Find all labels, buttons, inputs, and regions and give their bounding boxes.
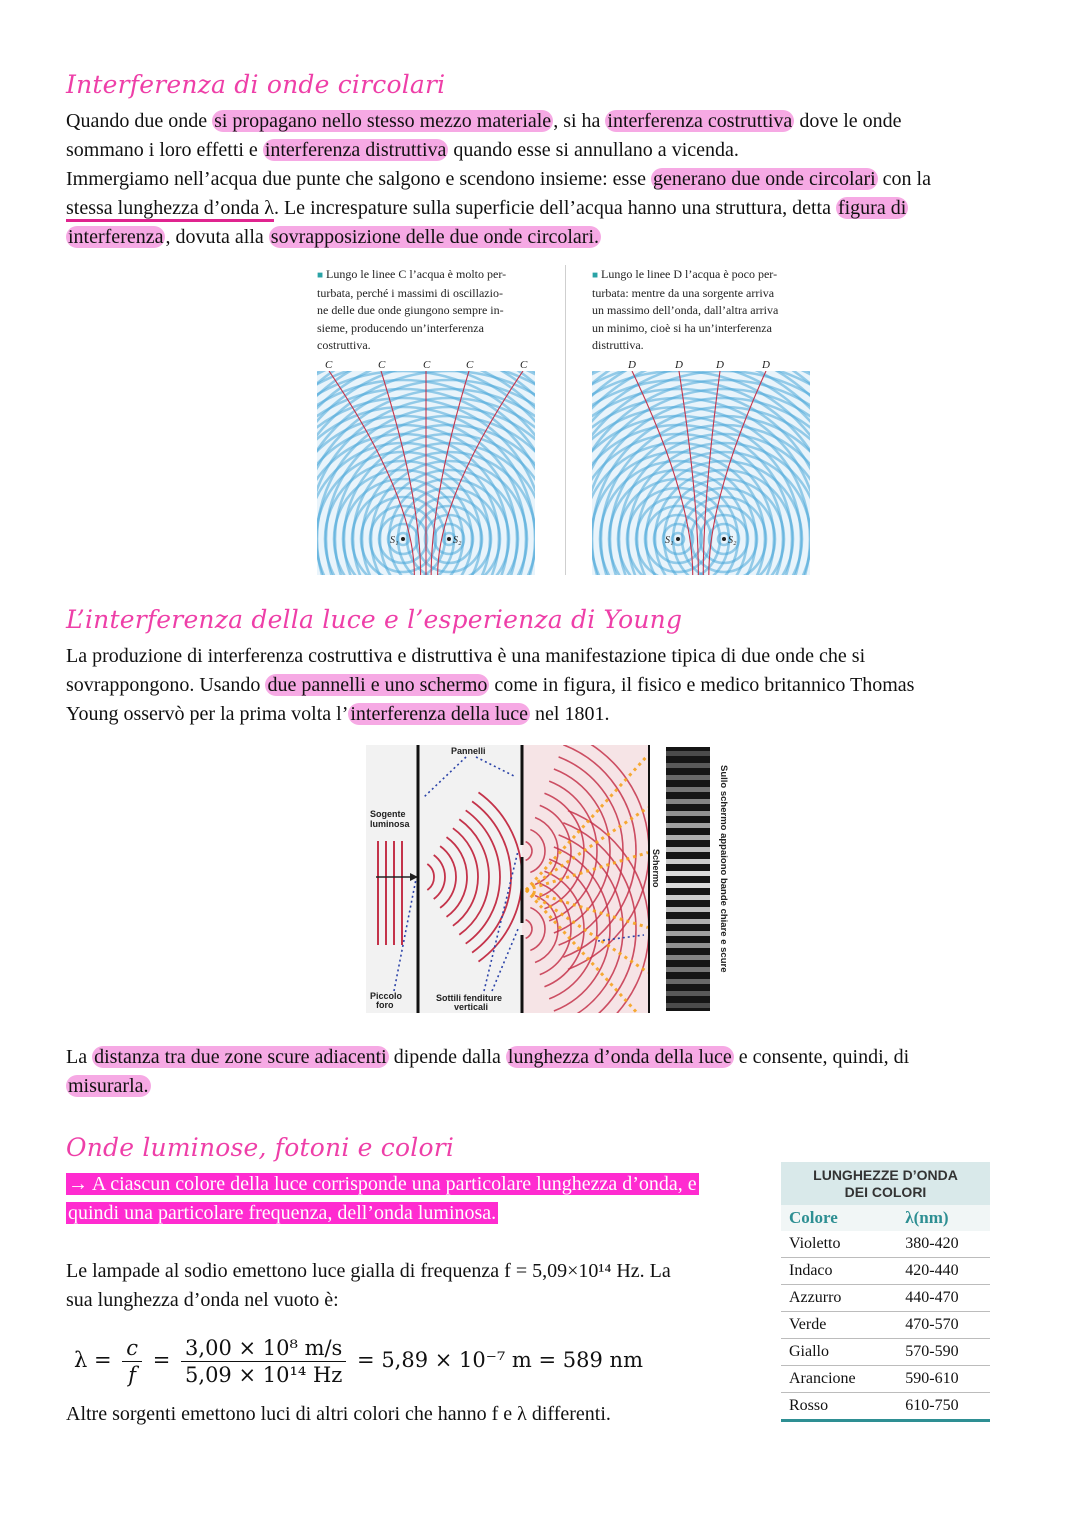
section-title-onde-luminose: Onde luminose, fotoni e colori bbox=[66, 1133, 455, 1162]
formula-lambda: λ = $\frac{c}{f}$ = $\frac{\text{3,00 × 10⁸ m/s}}{\text{5,09 × 10¹⁴ Hz}}$ = 5,89 × 10⁻⁷ m = 589 nm bbox=[74, 1336, 643, 1387]
paragraph-sodio: Le lampade al sodio emettono luce gialla di frequenza f = 5,09×10¹⁴ Hz. La sua lunghezza d’onda nel vuoto è: bbox=[66, 1260, 671, 1311]
paragraph-young: La produzione di interferenza costruttiva e distruttiva è una manifestazione tipica di due onde che si sovrappongono. Usando due pannelli e uno schermo come in figura, il fisico e medico britannico Thomas Young osservò per la prima volta l’ interferenza della luce nel 1801. bbox=[66, 645, 915, 725]
table-row: Verde 470-570 bbox=[781, 1312, 990, 1339]
highlight-interferenza: interferenza bbox=[68, 226, 164, 248]
source-point-s1 bbox=[401, 537, 405, 541]
col-header-lambda: λ(nm) bbox=[905, 1208, 949, 1227]
line-label-c: C bbox=[520, 359, 528, 371]
source-label-s1: S₁ bbox=[665, 535, 674, 546]
source-point-s2 bbox=[447, 537, 451, 541]
source-point-s2 bbox=[722, 537, 726, 541]
strong-highlight-line-2: quindi una particolare frequenza, dell’onda luminosa. bbox=[68, 1202, 497, 1224]
bullet-square-icon: ■ bbox=[592, 270, 599, 281]
line-label-d: D bbox=[675, 359, 683, 371]
wavelength-table bbox=[781, 1162, 990, 1422]
interference-figure-constructive bbox=[317, 357, 535, 575]
table-title: LUNGHEZZE D’ONDA DEI COLORI bbox=[781, 1162, 990, 1205]
highlight-distanza-zone-scure: distanza tra due zone scure adiacenti bbox=[94, 1046, 387, 1068]
fraction-values: $\frac{\text{3,00 × 10⁸ m/s}}{\text{5,09 × 10¹⁴ Hz}}$ bbox=[181, 1335, 346, 1388]
source-label-s2: S₂ bbox=[453, 535, 462, 546]
table-row: Azzurro 440-470 bbox=[781, 1285, 990, 1312]
paragraph-onde-interferenza: Quando due onde si propagano nello stesso mezzo materiale , si ha interferenza costruttiva dove le onde sommano i loro effetti e interferenza distruttiva quando esse si annullano a vicenda. Immergiamo nell’acqua due punte che salgono e scendono insieme: esse generano due onde circolari con la stessa lunghezza d’onda λ. Le increspature sulla superficie dell’acqua hanno una struttura, detta figura di interferenza , dovuta alla sovrapposizione delle due onde circolari. bbox=[66, 110, 931, 248]
highlight-interferenza-distruttiva: interferenza distruttiva bbox=[264, 139, 447, 161]
highlight-sovrapposizione: sovrapposizione delle due onde circolari. bbox=[270, 226, 600, 248]
fraction-c-over-f: $\frac{c}{f}$ bbox=[122, 1335, 142, 1388]
label-sorgente-2: luminosa bbox=[370, 819, 410, 829]
table-header-row bbox=[781, 1205, 990, 1231]
label-foro-1: Piccolo bbox=[370, 991, 403, 1001]
highlight-interferenza-luce: interferenza della luce bbox=[350, 703, 529, 725]
highlight-misurarla: misurarla. bbox=[68, 1075, 149, 1097]
line-label-d: D bbox=[716, 359, 724, 371]
line-label-c: C bbox=[325, 359, 333, 371]
label-sorgente-1: Sogente bbox=[370, 809, 406, 819]
paragraph-distanza: La distanza tra due zone scure adiacenti dipende dalla lunghezza d’onda della luce e consente, quindi, di misurarla. bbox=[66, 1046, 910, 1097]
source-point-s1 bbox=[676, 537, 680, 541]
section-title-interferenza-onde-circolari: Interferenza di onde circolari bbox=[66, 70, 446, 99]
source-label-s2: S₂ bbox=[728, 535, 737, 546]
table-row: Giallo 570-590 bbox=[781, 1339, 990, 1366]
col-header-colore: Colore bbox=[789, 1208, 838, 1227]
highlight-lunghezza-onda-luce: lunghezza d’onda della luce bbox=[507, 1046, 732, 1068]
figure-divider bbox=[565, 265, 566, 575]
highlight-onde-circolari: generano due onde circolari bbox=[653, 168, 876, 190]
highlight-stesso-mezzo: si propagano nello stesso mezzo materiale bbox=[214, 110, 552, 132]
paragraph-altre-sorgenti: Altre sorgenti emettono luci di altri colori che hanno f e λ differenti. bbox=[66, 1403, 611, 1425]
young-experiment-figure bbox=[366, 745, 740, 1013]
line-label-c: C bbox=[423, 359, 431, 371]
strong-highlight-line-1: → A ciascun colore della luce corrisponde una particolare lunghezza d’onda, e bbox=[68, 1173, 697, 1195]
label-bande: Sullo schermo appaiono bande chiare e scure bbox=[718, 765, 729, 973]
label-fenditure-1: Sottili fenditure bbox=[436, 993, 502, 1003]
bullet-square-icon: ■ bbox=[317, 270, 324, 281]
table-row: Indaco 420-440 bbox=[781, 1258, 990, 1285]
line-label-c: C bbox=[466, 359, 474, 371]
interference-figure-destructive bbox=[592, 357, 810, 575]
line-label-d: D bbox=[762, 359, 770, 371]
caption-figure-d: ■ Lungo le linee D l’acqua è poco per- turbata: mentre da una sorgente arriva un massimo dell’onda, dall’altra arriva un minimo, cioè si ha un’interferenza distruttiva. bbox=[592, 267, 779, 352]
highlight-interferenza-costruttiva: interferenza costruttiva bbox=[607, 110, 793, 132]
highlight-pannelli-schermo: due pannelli e uno schermo bbox=[267, 674, 488, 696]
line-label-d: D bbox=[628, 359, 636, 371]
underline-lunghezza-onda: stessa lunghezza d’onda λ bbox=[66, 197, 274, 222]
table-row: Rosso 610-750 bbox=[781, 1393, 990, 1422]
source-label-s1: S₁ bbox=[390, 535, 399, 546]
table-row: Arancione 590-610 bbox=[781, 1366, 990, 1393]
label-foro-2: foro bbox=[376, 1000, 394, 1010]
table-row: Violetto 380-420 bbox=[781, 1231, 990, 1258]
label-fenditure-2: verticali bbox=[454, 1002, 489, 1012]
section-title-interferenza-luce-young: L’interferenza della luce e l’esperienza di Young bbox=[66, 605, 683, 634]
label-pannelli: Pannelli bbox=[451, 746, 486, 756]
caption-figure-c: ■ Lungo le linee C l’acqua è molto per- turbata, perché i massimi di oscillazio- ne delle due onde giungono sempre in- sieme, producendo un’interferenza costruttiva. bbox=[317, 267, 507, 352]
highlight-box-colori bbox=[66, 1170, 756, 1228]
highlight-figura-di: figura di bbox=[837, 197, 907, 219]
label-schermo: Schermo bbox=[651, 849, 661, 888]
line-label-c: C bbox=[378, 359, 386, 371]
